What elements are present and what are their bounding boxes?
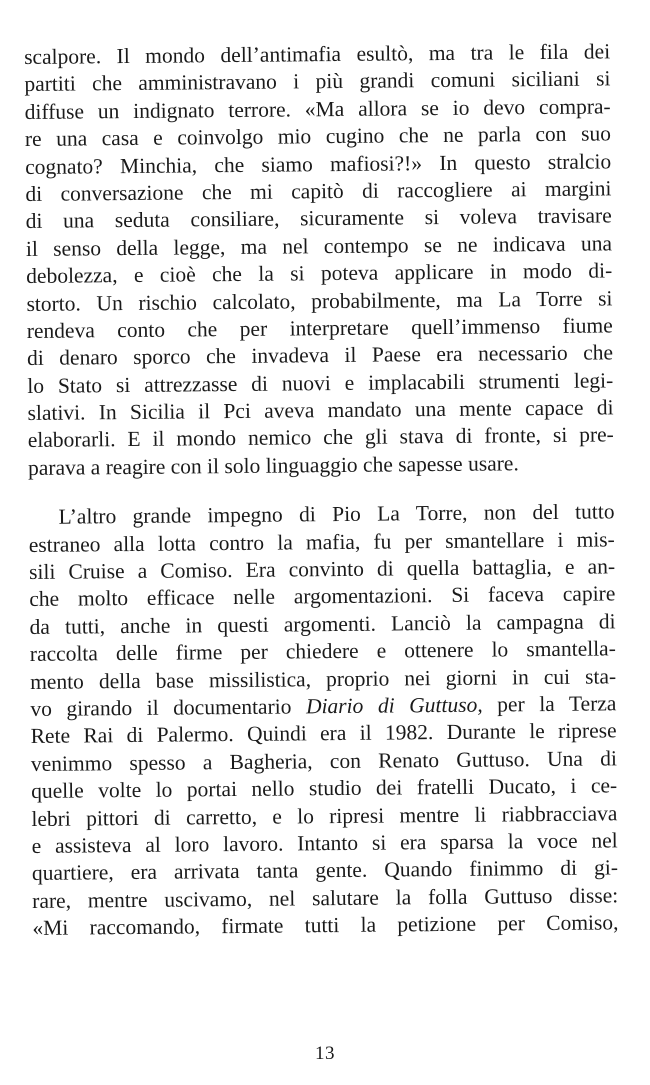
page-body — [24, 38, 619, 942]
text-line: di una seduta consiliare, sicuramente si voleva travisare — [25, 203, 612, 234]
text-line: estraneo alla lotta contro la mafia, fu per smantellare i mis- — [28, 526, 615, 557]
text-line: lebri pittori di carretto, e lo ripresi mentre li riabbracciava — [31, 800, 618, 831]
text-line: elaborarli. E il mondo nemico che gli stava di fronte, si pre- — [27, 422, 614, 453]
documentary-title: Diario di Guttuso, — [305, 692, 483, 719]
text-line-tail: per la Terza — [497, 691, 617, 717]
text-line: lo Stato si attrezzasse di nuovi e implacabili strumenti legi- — [27, 368, 614, 398]
text-line: Rete Rai di Palermo. Quindi era il 1982. Durante le riprese — [30, 718, 617, 749]
text-line: sili Cruise a Comiso. Era convinto di quella battaglia, e an- — [28, 554, 616, 585]
text-line: re una casa e coinvolgo mio cugino che ne parla con suo — [24, 121, 612, 152]
text-line-head: vo girando il documentario — [30, 694, 292, 721]
text-line: il senso della legge, ma nel contempo se ne indicava una — [25, 231, 613, 261]
text-line: da tutti, anche in questi argomenti. Lanciò la campagna di — [29, 609, 616, 639]
text-line: quartiere, era arrivata tanta gente. Quando finimmo di gi- — [31, 855, 619, 886]
text-line: e assisteva al loro lavoro. Intanto si era sparsa la voce nel — [31, 828, 618, 858]
text-line: «Mi raccomando, firmate tutti la petizione per Comiso, — [32, 910, 619, 941]
page-number: 13 — [315, 1043, 335, 1064]
text-line: mento della base missilistica, proprio nei giorni in cui sta- — [30, 663, 617, 694]
text-line: storto. Un rischio calcolato, probabilmente, ma La Torre si — [26, 285, 613, 316]
text-line: debolezza, e cioè che la si poteva applicare in modo di- — [26, 258, 613, 289]
text-line: diffuse un indignato terrore. «Ma allora se io devo compra- — [24, 94, 611, 124]
text-line: raccolta delle firme per chiedere e ottenere lo smantella- — [29, 636, 616, 667]
text-line: partiti che amministravano i più grandi comuni siciliani si — [24, 66, 611, 97]
paragraph-1 — [24, 38, 614, 482]
text-line: slativi. In Sicilia il Pci aveva mandato una mente capace di — [27, 395, 614, 426]
text-line: che molto efficace nelle argomentazioni. Si faceva capire — [29, 581, 616, 612]
text-line: L’altro grande impegno di Pio La Torre, non del tutto — [58, 499, 615, 529]
text-line: scalpore. Il mondo dell’antimafia esultò, ma tra le fila dei — [24, 39, 611, 69]
text-line: rare, mentre uscivamo, nel salutare la folla Guttuso disse: — [32, 883, 619, 913]
text-line: venimmo spesso a Bagheria, con Renato Guttuso. Una di — [30, 746, 617, 776]
text-line: quelle volte lo portai nello studio dei fratelli Ducato, i ce- — [31, 773, 618, 804]
text-line: di denaro sporco che invadeva il Paese era necessario che — [26, 340, 614, 371]
paragraph-2 — [28, 499, 618, 943]
text-line: cognato? Minchia, che siamo mafiosi?!» In questo stralcio — [25, 148, 612, 179]
text-line: rendeva conto che per interpretare quell’immenso fiume — [26, 313, 613, 343]
text-line: parava a reagire con il solo linguaggio che sapesse usare. — [27, 451, 519, 480]
text-line: di conversazione che mi capitò di raccogliere ai margini — [25, 176, 612, 206]
